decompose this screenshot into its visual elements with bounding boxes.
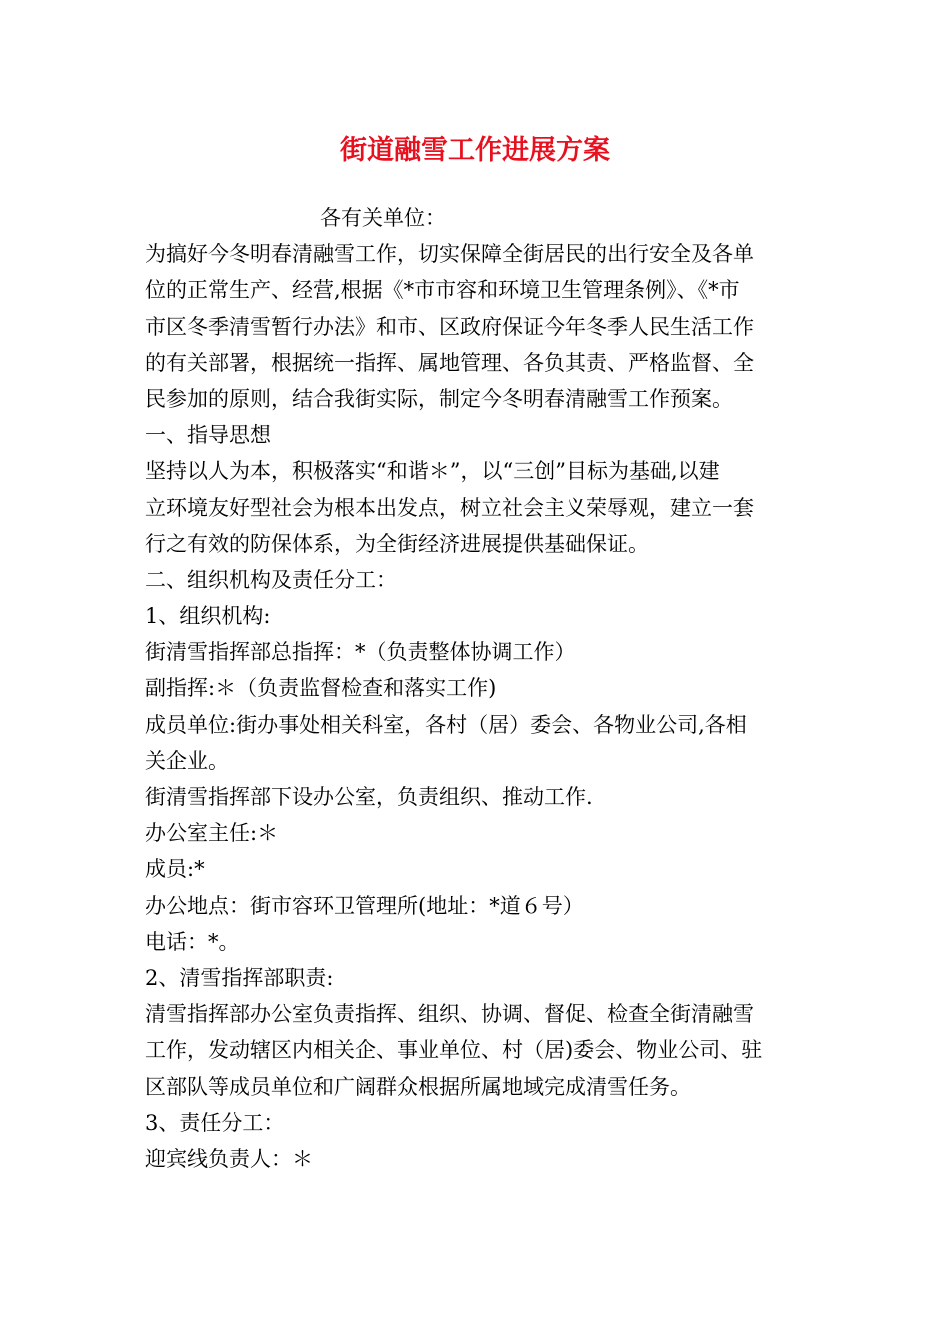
paragraph-line: 工作，发动辖区内相关企、事业单位、村（居)委会、物业公司、驻 bbox=[145, 1038, 763, 1063]
paragraph-line: 副指挥:＊（负责监督检查和落实工作) bbox=[145, 676, 497, 701]
paragraph-line: 关企业。 bbox=[145, 748, 229, 773]
paragraph-line: 清雪指挥部办公室负责指挥、组织、协调、督促、检查全街清融雪 bbox=[145, 1002, 754, 1027]
paragraph-line: 办公地点：街市容环卫管理所(地址：*道６号） bbox=[145, 893, 584, 918]
salutation-line: 各有关单位： bbox=[320, 206, 446, 230]
paragraph-line: 行之有效的防保体系，为全街经济进展提供基础保证。 bbox=[145, 531, 649, 556]
subsection-heading: 1、组织机构: bbox=[145, 604, 271, 629]
subsection-heading: 2、清雪指挥部职责: bbox=[145, 965, 334, 990]
paragraph-line: 电话：*。 bbox=[145, 929, 240, 954]
section-heading: 二、组织机构及责任分工： bbox=[145, 567, 397, 592]
paragraph-line: 民参加的原则，结合我街实际，制定今冬明春清融雪工作预案。 bbox=[145, 386, 733, 411]
paragraph-line: 位的正常生产、经营,根据《*市市容和环境卫生管理条例》、《*市 bbox=[145, 278, 740, 303]
paragraph-line: 成员单位:街办事处相关科室，各村（居）委会、各物业公司,各相 bbox=[145, 712, 747, 737]
paragraph-line: 迎宾线负责人：＊ bbox=[145, 1146, 313, 1171]
paragraph-line: 成员:* bbox=[145, 857, 205, 882]
paragraph-line: 为搞好今冬明春清融雪工作，切实保障全街居民的出行安全及各单 bbox=[145, 242, 754, 267]
paragraph-line: 市区冬季清雪暂行办法》和市、区政府保证今年冬季人民生活工作 bbox=[145, 314, 754, 339]
paragraph-line: 立环境友好型社会为根本出发点，树立社会主义荣辱观，建立一套 bbox=[145, 495, 754, 520]
paragraph-line: 办公室主任:＊ bbox=[145, 821, 279, 846]
document-title: 街道融雪工作进展方案 bbox=[340, 135, 610, 166]
paragraph-line: 的有关部署，根据统一指挥、属地管理、各负其责、严格监督、全 bbox=[145, 350, 754, 375]
paragraph-line: 坚持以人为本，积极落实“和谐＊”，以“三创”目标为基础,以建 bbox=[145, 459, 720, 484]
subsection-heading: 3、责任分工： bbox=[145, 1110, 285, 1135]
paragraph-line: 街清雪指挥部总指挥：*（负责整体协调工作） bbox=[145, 640, 576, 665]
document-body bbox=[145, 200, 815, 1177]
paragraph-line: 区部队等成员单位和广阔群众根据所属地域完成清雪任务。 bbox=[145, 1074, 691, 1099]
section-heading: 一、指导思想 bbox=[145, 423, 271, 448]
paragraph-line: 街清雪指挥部下设办公室，负责组织、推动工作. bbox=[145, 785, 593, 809]
